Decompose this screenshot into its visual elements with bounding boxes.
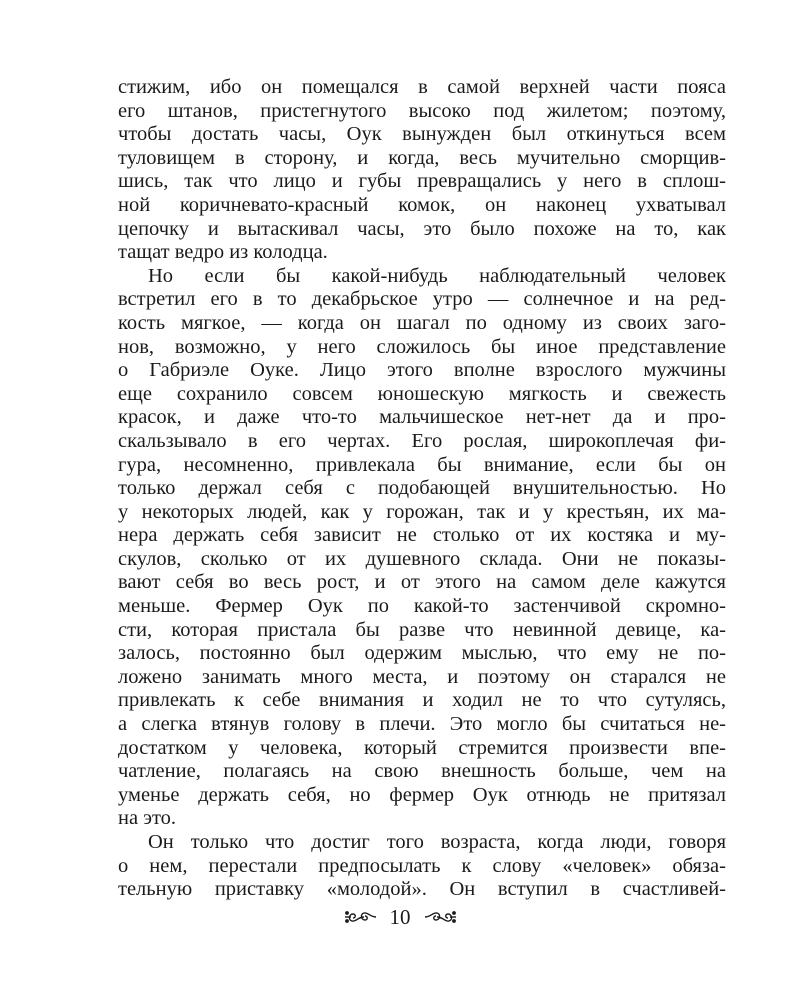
- text-line: стижим, ибо он помещался в самой верхней части пояса: [118, 76, 726, 98]
- text-line: Но если бы какой-нибудь наблюдательный человек: [148, 264, 726, 287]
- text-line: гура, несомненно, привлекала бы внимание, если бы он: [118, 453, 726, 476]
- text-line: нов, возможно, у него сложилось бы иное представление: [118, 335, 726, 358]
- text-line: красок, и даже что-то мальчишеское нет-нет да и про-: [118, 406, 726, 429]
- ornament-right-icon: [423, 908, 457, 926]
- text-line: ложено занимать много места, и поэтому он старался не: [118, 665, 726, 688]
- text-line: у некоторых людей, как у горожан, так и у крестьян, их ма-: [118, 500, 726, 523]
- text-line: туловищем в сторону, и когда, весь мучительно сморщив-: [118, 146, 726, 169]
- text-line: тельную приставку «молодой». Он вступил в счастливей-: [118, 878, 726, 901]
- text-line: вают себя во весь рост, и от этого на самом деле кажутся: [118, 571, 726, 594]
- page-footer: [0, 897, 800, 937]
- text-line: скулов, сколько от их душевного склада. Они не показы-: [118, 547, 726, 570]
- text-line: достатком у человека, который стремится произвести впе-: [118, 736, 726, 759]
- text-line: нера держать себя зависит не столько от их костяка и му-: [118, 524, 726, 547]
- text-line: кость мягкое, — когда он шагал по одному из своих заго-: [118, 311, 726, 334]
- text-line: о нем, перестали предпосылать к слову «человек» обяза-: [118, 854, 726, 877]
- text-line: сти, которая пристала бы разве что невинной девице, ка-: [118, 618, 726, 641]
- text-line: уменье держать себя, но фермер Оук отнюдь не притязал: [118, 783, 726, 806]
- text-line: встретил его в то декабрьское утро — солнечное и на ред-: [118, 288, 726, 311]
- text-line: привлекать к себе внимания и ходил не то что сутулясь,: [118, 689, 726, 712]
- text-line: о Габриэле Оуке. Лицо этого вполне взрослого мужчины: [118, 359, 726, 382]
- text-line: меньше. Фермер Оук по какой-то застенчивой скромно-: [118, 595, 726, 618]
- text-line: его штанов, пристегнутого высоко под жилетом; поэтому,: [118, 99, 726, 122]
- text-line: только держал себя с подобающей внушительностью. Но: [118, 477, 726, 500]
- text-line: ной коричневато-красный комок, он наконец ухватывал: [118, 193, 726, 216]
- text-line: тащат ведро из колодца.: [118, 241, 328, 264]
- ornament-left-icon: [344, 908, 378, 926]
- text-line: на это.: [118, 807, 177, 830]
- text-line: а слегка втянув голову в плечи. Это могло бы считаться не-: [118, 713, 726, 736]
- text-line: шись, так что лицо и губы превращались у него в сплош-: [118, 170, 726, 193]
- text-line: залось, постоянно был одержим мыслью, что ему не по-: [118, 642, 726, 665]
- page-number: 10: [389, 904, 411, 929]
- text-line: чатление, полагаясь на свою внешность больше, чем на: [118, 760, 726, 783]
- text-line: чтобы достать часы, Оук вынужден был откинуться всем: [118, 123, 726, 146]
- text-line: скальзывало в его чертах. Его рослая, широкоплечая фи-: [118, 429, 726, 452]
- text-line: Он только что достиг того возраста, когда люди, говоря: [148, 831, 726, 853]
- text-line: еще сохранило совсем юношескую мягкость и свежесть: [118, 382, 726, 405]
- text-line: цепочку и вытаскивал часы, это было похоже на то, как: [118, 217, 726, 240]
- page-body: [118, 76, 726, 902]
